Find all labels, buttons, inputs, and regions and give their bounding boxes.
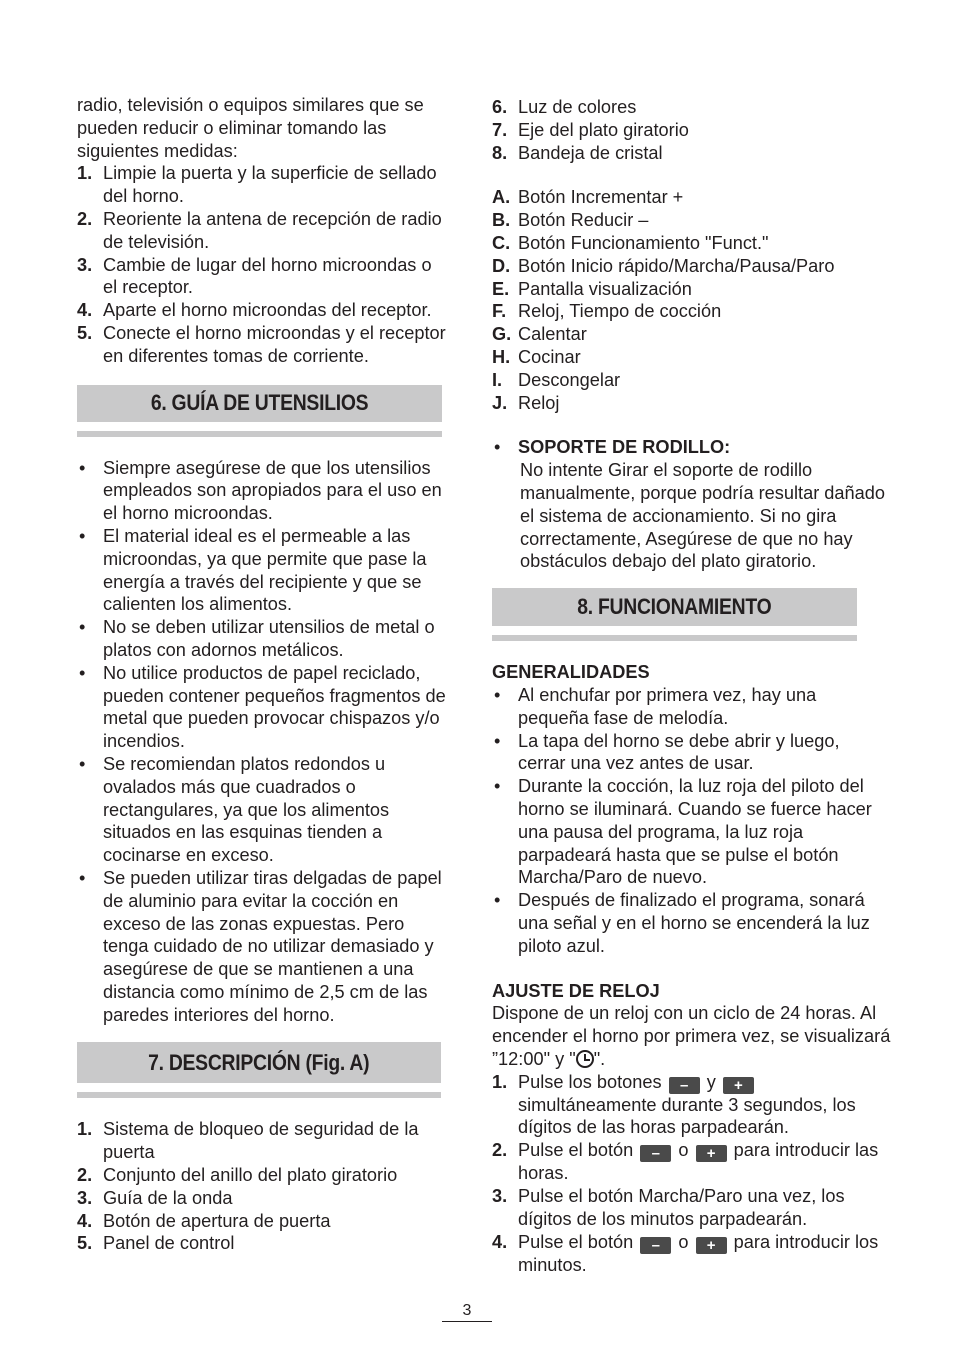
plus-button-icon: + bbox=[696, 1237, 727, 1254]
list-item: 3. Cambie de lugar del horno microondas o el receptor. bbox=[77, 254, 432, 298]
list-item: 5. Conecte el horno microondas y el receptor en diferentes tomas de corriente. bbox=[77, 322, 446, 366]
list-item: 1. Sistema de bloqueo de seguridad de la puerta bbox=[77, 1119, 419, 1163]
clock-steps bbox=[492, 1071, 892, 1277]
parts-list-continued bbox=[492, 96, 892, 164]
plus-button-icon: + bbox=[723, 1077, 754, 1094]
list-item: J. Reloj bbox=[492, 392, 560, 413]
list-item: E. Pantalla visualización bbox=[492, 278, 692, 299]
list-item: • Al enchufar por primera vez, hay una pequeña fase de melodía. bbox=[492, 684, 892, 730]
intro-paragraph: radio, televisión o equipos similares que se pueden reducir o eliminar tomando las siguientes medidas: bbox=[77, 95, 424, 161]
general-title: GENERALIDADES bbox=[492, 662, 650, 683]
list-item: C. Botón Funcionamiento "Funct." bbox=[492, 232, 769, 253]
list-item: 3. Guía de la onda bbox=[77, 1187, 233, 1208]
parts-list bbox=[77, 1118, 447, 1255]
list-item: 3. Pulse el botón Marcha/Paro una vez, los dígitos de los minutos parpadearán. bbox=[492, 1186, 845, 1229]
list-item: F. Reloj, Tiempo de cocción bbox=[492, 301, 722, 322]
list-item: 2. Conjunto del anillo del plato giratorio bbox=[77, 1165, 398, 1186]
list-item: G. Calentar bbox=[492, 324, 587, 345]
section-7-title: 7. DESCRIPCIÓN (Fig. A) bbox=[148, 1049, 370, 1075]
section-8-title: 8. FUNCIONAMIENTO bbox=[577, 593, 772, 619]
list-item: 2. Reoriente la antena de recepción de radio de televisión. bbox=[77, 208, 442, 252]
list-item: 2. Pulse el botón – o + para introducir las horas. bbox=[492, 1140, 879, 1184]
minus-button-icon: – bbox=[640, 1145, 671, 1162]
list-item: 4. Botón de apertura de puerta bbox=[77, 1210, 331, 1231]
left-column bbox=[77, 94, 447, 1255]
list-item: • Se recomiendan platos redondos u ovalados más que cuadrados o rectangulares, ya que los alimentos situados en las esquinas tienden a cocinarse en exceso. bbox=[77, 753, 447, 867]
section-6-header bbox=[77, 385, 447, 437]
page-number-underline bbox=[442, 1321, 492, 1322]
list-item: 1. Pulse los botones – y + simultáneamente durante 3 segundos, los dígitos de las horas parpadearán. bbox=[492, 1071, 856, 1138]
divider bbox=[77, 431, 442, 437]
page-number: 3 bbox=[462, 1302, 472, 1319]
list-item: • Después de finalizado el programa, sonará una señal y en el horno se encenderá la luz piloto azul. bbox=[492, 889, 892, 957]
list-item: D. Botón Inicio rápido/Marcha/Pausa/Paro bbox=[492, 255, 835, 276]
list-item: 8. Bandeja de cristal bbox=[492, 142, 663, 163]
general-list bbox=[492, 684, 892, 958]
list-item: 6. Luz de colores bbox=[492, 97, 637, 117]
interference-measures-list bbox=[77, 162, 447, 367]
controls-list bbox=[492, 186, 892, 414]
roller-title: SOPORTE DE RODILLO: bbox=[518, 437, 731, 458]
roller-text: No intente Girar el soporte de rodillo manualmente, porque podría resultar dañado el sistema de accionamiento. Si no gira correctamente, Asegúrese de que no hay obstáculos debajo del plato giratorio. bbox=[520, 460, 886, 572]
right-column bbox=[492, 94, 892, 1276]
list-item: • No se deben utilizar utensilios de metal o platos con adornos metálicos. bbox=[77, 616, 447, 662]
plus-button-icon: + bbox=[696, 1145, 727, 1162]
list-item: A. Botón Incrementar + bbox=[492, 187, 684, 208]
list-item: 7. Eje del plato giratorio bbox=[492, 119, 689, 140]
utensils-list bbox=[77, 457, 447, 1027]
list-item: • No utilice productos de papel reciclado, pueden contener pequeños fragmentos de metal que pueden provocar chispazos y/o incendios. bbox=[77, 662, 447, 753]
list-item: 4. Pulse el botón – o + para introducir los minutos. bbox=[492, 1231, 879, 1275]
clock-title: AJUSTE DE RELOJ bbox=[492, 980, 660, 1001]
minus-button-icon: – bbox=[640, 1237, 671, 1254]
list-item: • El material ideal es el permeable a las microondas, ya que permite que pase la energía a través del recipiente y que se calienten los alimentos. bbox=[77, 525, 447, 616]
divider bbox=[77, 1092, 441, 1098]
roller-note bbox=[492, 436, 892, 459]
divider bbox=[492, 635, 857, 641]
list-item: I. Descongelar bbox=[492, 369, 621, 390]
list-item: • Se pueden utilizar tiras delgadas de papel de aluminio para evitar la cocción en exceso de las zonas expuestas. Pero tenga cuidado de no utilizar demasiado y asegúrese de que se mantienen a una distancia como mínimo de 2,5 cm de las paredes interiores del horno. bbox=[77, 867, 447, 1027]
list-item: 4. Aparte el horno microondas del receptor. bbox=[77, 300, 432, 321]
section-7-header bbox=[77, 1042, 447, 1098]
list-item: 5. Panel de control bbox=[77, 1233, 235, 1254]
list-item: • La tapa del horno se debe abrir y luego, cerrar una vez antes de usar. bbox=[492, 730, 892, 776]
clock-icon bbox=[576, 1050, 594, 1068]
list-item: H. Cocinar bbox=[492, 346, 581, 367]
minus-button-icon: – bbox=[669, 1077, 700, 1094]
section-6-title: 6. GUÍA DE UTENSILIOS bbox=[150, 389, 369, 415]
section-8-header bbox=[492, 588, 892, 641]
list-item: • Durante la cocción, la luz roja del piloto del horno se iluminará. Cuando se fuerce hacer una pausa del programa, la luz roja parpadeará hasta que se pulse el botón Marcha/Paro de nuevo. bbox=[492, 775, 892, 889]
clock-intro: Dispone de un reloj con un ciclo de 24 horas. Al encender el horno por primera vez, se visualizará ”12:00" y " ". bbox=[492, 1003, 891, 1069]
list-item: 1. Limpie la puerta y la superficie de sellado del horno. bbox=[77, 163, 437, 207]
list-item: • Siempre asegúrese de que los utensilios empleados son apropiados para el uso en el horno microondas. bbox=[77, 457, 447, 525]
list-item: B. Botón Reducir – bbox=[492, 210, 649, 231]
